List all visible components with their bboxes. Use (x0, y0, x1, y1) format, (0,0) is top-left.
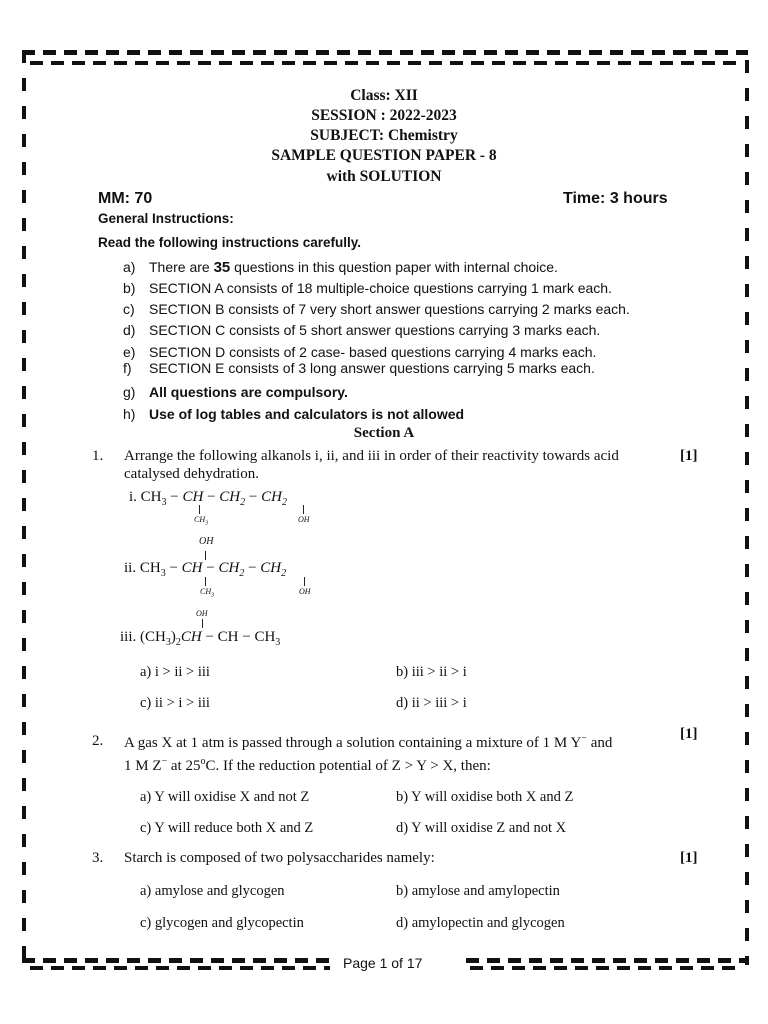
option-d[interactable]: d) ii > iii > i (396, 695, 467, 711)
question-text: Arrange the following alkanols i, ii, and iii in order of their reactivity towards acid (124, 448, 619, 464)
substituent-label: $CH_3$ (194, 515, 209, 527)
option-c[interactable]: c) ii > i > iii (140, 695, 210, 711)
instruction-item: f) SECTION E consists of 3 long answer questions carrying 5 marks each. (123, 360, 595, 376)
option-c[interactable]: c) Y will reduce both X and Z (140, 820, 314, 836)
option-c[interactable]: c) glycogen and glycopectin (140, 915, 304, 931)
option-b[interactable]: b) Y will oxidise both X and Z (396, 789, 574, 805)
border-bottom-right-2 (470, 966, 742, 970)
question-number: 3. (92, 850, 104, 866)
section-title: Section A (353, 425, 415, 441)
question-marks: [1] (680, 448, 698, 464)
paper-title: SAMPLE QUESTION PAPER - 8 (271, 147, 497, 164)
question-text: catalysed dehydration. (124, 466, 259, 482)
instruction-item: e) SECTION D consists of 2 case- based questions carrying 4 marks each. (123, 344, 597, 360)
bond-line (199, 505, 200, 514)
border-top (22, 50, 748, 55)
option-a[interactable]: a) amylose and glycogen (140, 883, 285, 899)
border-bottom-left (22, 958, 332, 963)
max-marks: MM: 70 (98, 190, 153, 207)
instruction-item: g) All questions are compulsory. (123, 384, 348, 400)
time-allowed: Time: 3 hours (563, 190, 668, 207)
bond-line (303, 505, 304, 514)
option-b[interactable]: b) amylose and amylopectin (396, 883, 560, 899)
question-marks: [1] (680, 726, 698, 742)
bond-line (205, 551, 206, 560)
instructions-read: Read the following instructions carefully. (98, 235, 362, 250)
option-d[interactable]: d) Y will oxidise Z and not X (396, 820, 567, 836)
option-a[interactable]: a) i > ii > iii (140, 664, 210, 680)
solution-title: with SOLUTION (326, 168, 442, 185)
class-title: Class: XII (350, 87, 418, 104)
border-bottom-right (466, 958, 748, 963)
session-title: SESSION : 2022-2023 (311, 107, 457, 124)
border-top-inner (30, 61, 742, 65)
border-left (22, 50, 26, 968)
border-bottom-left-2 (30, 966, 330, 970)
question-number: 2. (92, 733, 104, 749)
substituent-label: OH (196, 609, 208, 618)
question-number: 1. (92, 448, 104, 464)
question-marks: [1] (680, 850, 698, 866)
instruction-item: d) SECTION C consists of 5 short answer questions carrying 3 marks each. (123, 322, 601, 338)
subject-title: SUBJECT: Chemistry (310, 127, 458, 144)
oh-label: OH (199, 536, 214, 547)
instruction-item: c) SECTION B consists of 7 very short answer questions carrying 2 marks each. (123, 301, 630, 317)
question-text: A gas X at 1 atm is passed through a solution containing a mixture of 1 M Y− and (124, 733, 613, 751)
option-a[interactable]: a) Y will oxidise X and not Z (140, 789, 310, 805)
page-number: Page 1 of 17 (343, 955, 423, 971)
instruction-item: a) There are 35 questions in this question paper with internal choice. (123, 259, 558, 276)
bond-line (202, 619, 203, 628)
substituent-label: OH (298, 515, 310, 524)
border-right (745, 60, 749, 965)
structure-iii: iii. $(CH_3)_2CH$ − CH − $CH_3$ (120, 629, 281, 648)
bond-line (304, 577, 305, 586)
question-text: Starch is composed of two polysaccharides namely: (124, 850, 435, 866)
structure-i: i. $CH_3$ − CH − $CH_2 - CH_2$ (129, 489, 287, 508)
question-text: 1 M Z− at 25$^o$C. If the reduction potential of Z > Y > X, then: (124, 756, 491, 774)
instruction-item: h) Use of log tables and calculators is not allowed (123, 406, 465, 422)
substituent-label: OH (299, 587, 311, 596)
instruction-item: b) SECTION A consists of 18 multiple-choice questions carrying 1 mark each. (123, 280, 612, 296)
option-b[interactable]: b) iii > ii > i (396, 664, 467, 680)
instructions-title: General Instructions: (98, 211, 234, 226)
substituent-label: $CH_3$ (200, 587, 215, 599)
structure-ii: ii. $CH_3$ − CH − $CH_2 - CH_2$ (124, 560, 287, 579)
option-d[interactable]: d) amylopectin and glycogen (396, 915, 565, 931)
bond-line (205, 577, 206, 586)
